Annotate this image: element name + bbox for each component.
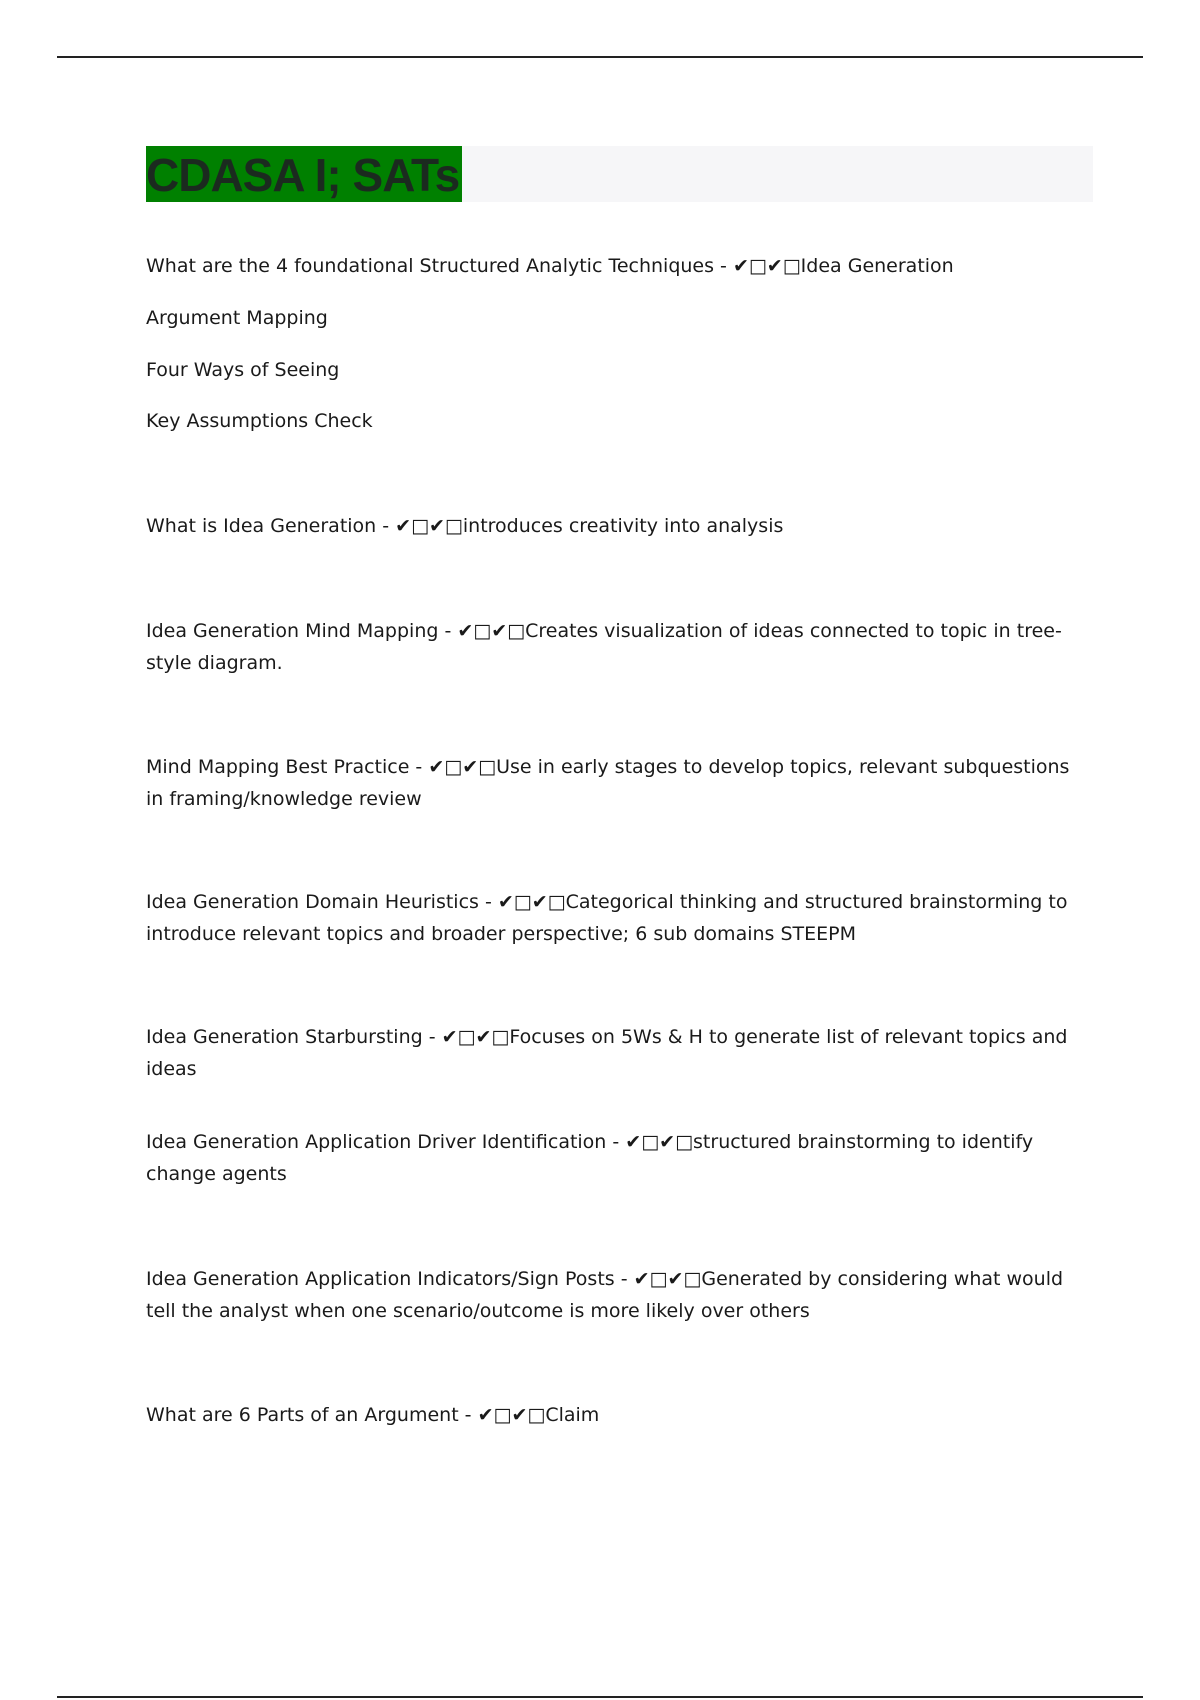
paragraph-mind-mapping-best-practice: Mind Mapping Best Practice - ✔□✔□Use in early stages to develop topics, relevant subquestions in framing/knowledge review xyxy=(146,756,1070,810)
footer-rule xyxy=(57,1696,1143,1698)
paragraph-starbursting: Idea Generation Starbursting - ✔□✔□Focuses on 5Ws & H to generate list of relevant topics and ideas xyxy=(146,1026,1068,1080)
paragraph-foundational-techniques: What are the 4 foundational Structured Analytic Techniques - ✔□✔□Idea Generation xyxy=(146,255,954,277)
paragraph-indicators-sign-posts: Idea Generation Application Indicators/Sign Posts - ✔□✔□Generated by considering what would tell the analyst when one scenario/outcome is more likely over others xyxy=(146,1268,1064,1322)
header-rule xyxy=(57,56,1143,58)
paragraph-mind-mapping: Idea Generation Mind Mapping - ✔□✔□Creates visualization of ideas connected to topic in tree-style diagram. xyxy=(146,620,1062,674)
paragraph-driver-identification: Idea Generation Application Driver Identification - ✔□✔□structured brainstorming to identify change agents xyxy=(146,1131,1034,1185)
paragraph-idea-generation: What is Idea Generation - ✔□✔□introduces creativity into analysis xyxy=(146,515,784,537)
document-title: CDASA I; SATs xyxy=(146,146,462,202)
paragraph-parts-of-argument: What are 6 Parts of an Argument - ✔□✔□Claim xyxy=(146,1404,600,1426)
paragraph-argument-mapping: Argument Mapping xyxy=(146,307,328,329)
paragraph-four-ways: Four Ways of Seeing xyxy=(146,359,340,381)
paragraph-key-assumptions: Key Assumptions Check xyxy=(146,410,373,432)
title-bar xyxy=(146,146,1093,202)
paragraph-domain-heuristics: Idea Generation Domain Heuristics - ✔□✔□Categorical thinking and structured brainstorming to introduce relevant topics and broader perspective; 6 sub domains STEEPM xyxy=(146,891,1068,945)
